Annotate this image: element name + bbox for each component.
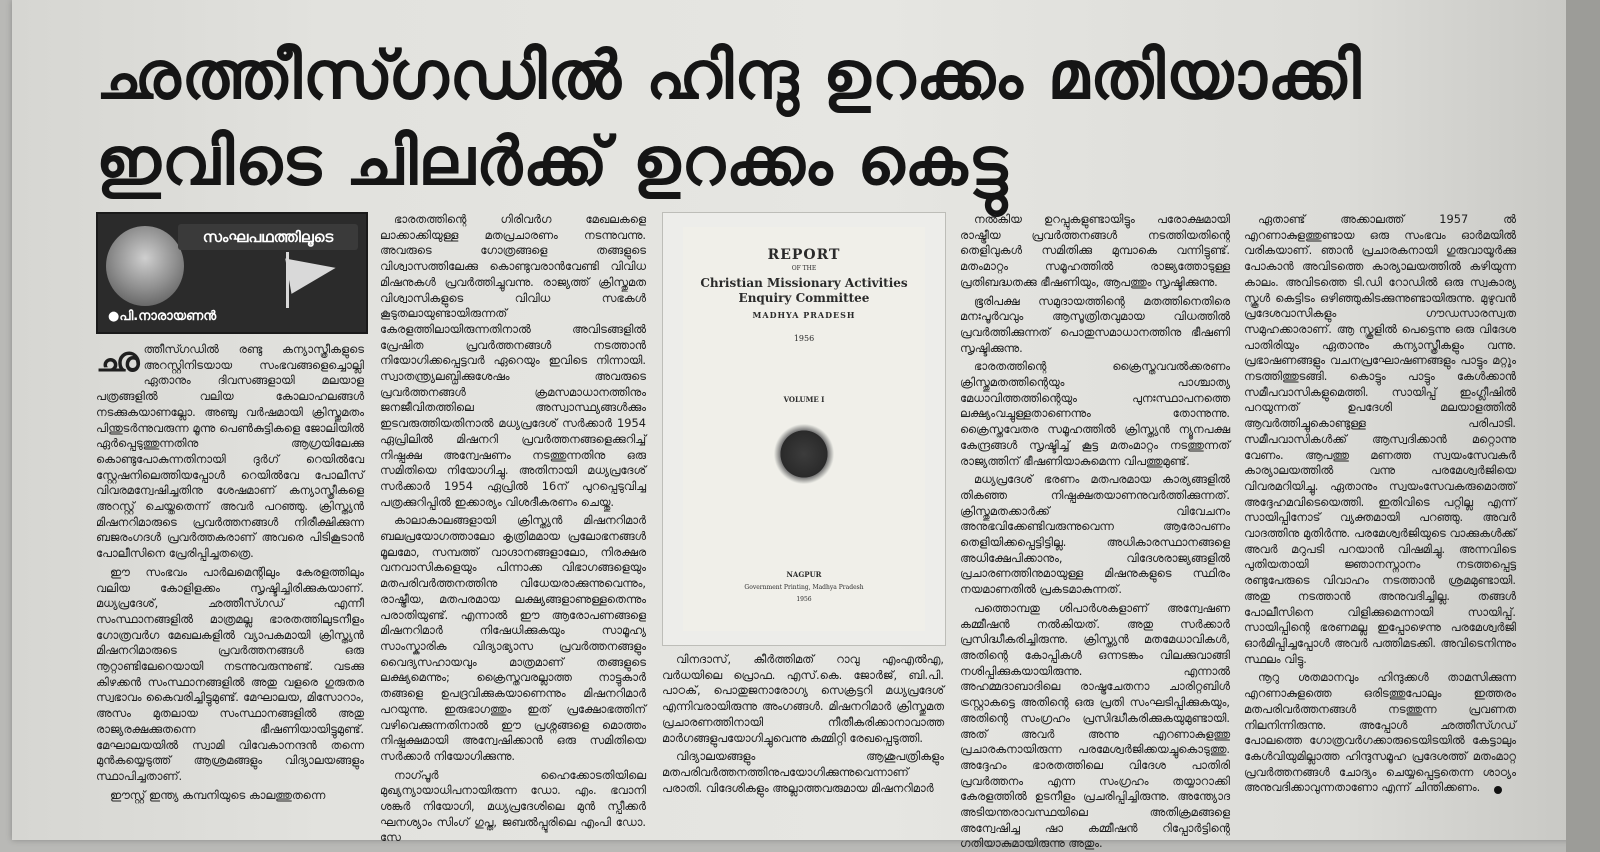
end-bullet-icon: [1494, 786, 1502, 794]
report-committee-line-2: Enquiry Committee: [738, 291, 870, 305]
report-title: REPORT: [767, 247, 841, 263]
col5-para-1: ഏതാണ്ട് അക്കാലത്ത് 1957 ൽ എറണാകുളത്തുണ്ടായ ഒരു സംഭവം ഓർമയിൽ വരികയാണ്. ഞാൻ പ്രചാരകനായി ഗുരുവായൂർക്കു പോകാൻ അവിടത്തെ കാര്യാലയത്തിൽ കഴിയുന്ന കാലം. അവിടത്തെ ടി.ഡി റോഡിൽ ഒരു സ്വകാര്യ സ്കൂൾ കെട്ടിടം ഒഴിഞ്ഞുകിടക്കുന്നുണ്ടായിരുന്നു. മുഴുവൻ പ്രദേശവാസികളും ഗൗഡസാരസ്വത സമുഹക്കാരാണ്. ആ സ്കൂളിൽ പെട്ടെന്നു ഒരു വിദേശ പാതിരിയും ഏതാനും കന്യാസ്ത്രീകളും വന്നു. പ്രഭാഷണങ്ങളും വചനപ്രഘോഷണങ്ങളും പാട്ടും മറ്റും നടത്തിത്തുടങ്ങി. കൊട്ടും പാട്ടും കേൾക്കാൻ സമീപവാസികളുമെത്തി. സായിപ്പ് ഇംഗ്ലീഷിൽ പറയുന്നത് ഉപദേശി മലയാളത്തിൽ ആവർത്തിച്ചുകൊണ്ടുള്ള പരിപാടി. സമീപവാസികൾക്ക് ആസ്വദിക്കാൻ മറ്റൊന്നു വേണം. ആപത്തു മണത്ത സ്വയംസേവകർ കാര്യാലയത്തിൽ വന്നു പരമേശ്വർജിയെ വിവരമറിയിച്ചു. ഏതാനും സ്വയംസേവകരുമൊത്ത് അദ്ദേഹമവിടെയെത്തി. ഇതിവിടെ പറ്റില്ല എന്ന് സായിപ്പിനോട് വ്യക്തമായി പറഞ്ഞു. അവർ വാദത്തിനു മുതിർന്നു. പരമേശ്വർജിയുടെ വാക്കുകൾക്ക് അവർ മറുപടി പറയാൻ വിഷമിച്ചു. അന്നവിടെ പുതിയതായി ജ്ഞാനസ്നാനം നടത്തപ്പെട്ട രണ്ടുപേരുടെ വിവാഹം നടത്താൻ ശ്രമമുണ്ടായി. അതു നടത്താൻ അനുവദിച്ചില്ല. തങ്ങൾ പോലീസിനെ വിളിക്കുമെന്നായി സായിപ്പ്. സായിപ്പിന്റെ ഭരണമല്ല ഇപ്പോഴെന്നു പരമേശ്വർജി ഓർമിപ്പിച്ചപ്പോൾ അവർ പത്തിമടക്കി. അവിടെനിന്നും സ്ഥലം വിട്ടു.: [1244, 212, 1516, 666]
author-portrait: [106, 226, 184, 306]
article-column-2: [380, 212, 646, 845]
col2-para-2: കാലാകാലങ്ങളായി ക്രിസ്ത്യൻ മിഷനറിമാർ ബലപ്രയോഗത്താലോ കൃത്രിമമായ പ്രലോഭനങ്ങൾ മൂലമോ, സമ്പത്ത് വാഗ്ദാനങ്ങളാലോ, നിരക്ഷര വനവാസികളെയും പിന്നാക്ക വിഭാഗങ്ങളെയും മതപരിവർത്തനത്തിനു വിധേയരാക്കുന്നുവെന്നും, രാഷ്ട്രീയ, മതപരമായ ലക്ഷ്യങ്ങളാണുള്ളതെന്നും പരാതിയുണ്ട്. എന്നാൽ ഈ ആരോപണങ്ങളെ മിഷനറിമാർ നിഷേധിക്കുകയും സാമൂഹ്യ സാംസ്കാരിക വിദ്യാഭ്യാസ പ്രവർത്തനങ്ങളും വൈദ്യസഹായവും മാത്രമാണ് തങ്ങളുടെ ലക്ഷ്യമെന്നും; ക്രൈസ്തവരല്ലാത്ത നാട്ടുകാർ തങ്ങളെ ഉപദ്രവിക്കുകയാണെന്നും മിഷനറിമാർ പറയുന്നു. ഇരുഭാഗത്തും ഇത് പ്രക്ഷോഭത്തിന് വഴിവെക്കുന്നതിനാൽ ഈ പ്രശ്നങ്ങളെ മൊത്തം നിഷ്പക്ഷമായി അന്വേഷിക്കാൻ ഒരു സമിതിയെ സർക്കാർ നിയോഗിക്കുന്നു.: [380, 513, 646, 763]
col3-para-1: വിനദാസ്, കീർത്തിമത് റാവു എംഎൽഎ, വർധയിലെ പ്രൊഫ. എസ്.കെ. ജോർജ്, ബി.പി. പാഠക്, പൊതുജനാരോഗ്യ സെക്രട്ടറി മധ്യപ്രദേശ് എന്നിവരായിരുന്നു അംഗങ്ങൾ. മിഷനറിമാർ ക്രിസ്തുമത പ്രചാരണത്തിനായി നീതീകരിക്കാനാവാത്ത മാർഗങ്ങളുപയോഗിച്ചുവെന്നു കമ്മിറ്റി രേഖപ്പെടുത്തി.: [662, 652, 944, 745]
flag-icon: [285, 250, 339, 294]
col5-para-2: നൂറു ശതമാനവും ഹിന്ദുക്കൾ താമസിക്കുന്ന എറണാകുളത്തെ ഒരിടത്തുപോലും ഇത്തരം മതപരിവർത്തനങ്ങൾ നടത്തുന്ന പ്രവണത നിലനിന്നിരുന്നു. അപ്പോൾ ഛത്തീസ്ഗഡ് പോലത്തെ ഗോത്രവർഗക്കാരുടെയിടയിൽ കേട്ടാലും കേൾവിയുമില്ലാത്ത ഹിന്ദുസമൂഹ പ്രദേശത്ത് മതംമാറ്റ പ്രവർത്തനങ്ങൾ ചോദ്യം ചെയ്യപ്പെട്ടതെന്ന ശാഠ്യം അനുവദിക്കാവുന്നതാണോ എന്ന് ചിന്തിക്കണം.: [1244, 670, 1516, 795]
col2-para-1: ഭാരതത്തിന്റെ ഗിരിവർഗ മേഖലകളെ ലാക്കാക്കിയുള്ള മതപ്രചാരണം നടന്നുവന്നു. അവരുടെ ഗോത്രങ്ങളെ തങ്ങളുടെ വിശ്വാസത്തിലേക്കു കൊണ്ടുവരാൻവേണ്ടി വിവിധ മിഷനുകൾ പ്രവർത്തിച്ചുവന്നു. രാജ്യത്ത് ക്രിസ്തുമത വിശ്വാസികളുടെ വിവിധ സഭകൾ കൂടുതലായുണ്ടായിരുന്നത് കേരളത്തിലായിരുന്നതിനാൽ അവിടങ്ങളിൽ പ്രേഷിത പ്രവർത്തനങ്ങൾ നടത്താൻ നിയോഗിക്കപ്പെട്ടവർ ഏറെയും ഇവിടെ നിന്നായി. സ്വാതന്ത്ര്യലബ്ധിക്കുശേഷം അവരുടെ പ്രവർത്തനങ്ങൾ ക്രമസമാധാനത്തിനും ജനജീവിതത്തിലെ അസ്വാസ്ഥ്യങ്ങൾക്കും ഇടവരുത്തിയതിനാൽ മധ്യപ്രദേശ് സർക്കാർ 1954 ഏപ്രിലിൽ മിഷനറി പ്രവർത്തനങ്ങളെക്കുറിച്ച് നിഷ്പക്ഷ അന്വേഷണം നടത്തുന്നതിനു ഒരു സമിതിയെ നിയോഗിച്ചു. അതിനായി മധ്യപ്രദേശ് സർക്കാർ 1954 ഏപ്രിൽ 16ന് പുറപ്പെടുവിച്ച പത്രക്കുറിപ്പിൽ ഇക്കാര്യം വിശദീകരണം ചെയ്തു.: [380, 212, 646, 509]
headline-line-2: ഇവിടെ ചിലർക്ക് ഉറക്കം കെട്ടു: [96, 123, 1009, 200]
report-year: 1956: [793, 334, 815, 343]
report-print-year: 1956: [796, 596, 812, 603]
article-column-3: [662, 652, 944, 798]
newspaper-page: [12, 0, 1577, 851]
author-name: ●പി.നാരായണൻ: [108, 309, 217, 324]
article-column-1: [96, 340, 364, 802]
article-column-5: [1244, 212, 1516, 798]
report-place: NAGPUR: [786, 570, 822, 579]
col1-para-3: ഈസ്റ്റ് ഇന്ത്യ കമ്പനിയുടെ കാലത്തുതന്നെ: [110, 787, 326, 802]
headline-line-1: ഛത്തീസ്ഗഡിൽ ഹിന്ദു ഉറക്കം മതിയാക്കി: [96, 37, 1362, 114]
col4-para-1: നൽകിയ ഉറപ്പുകളുണ്ടായിട്ടും പരോക്ഷമായി രാഷ്ട്രീയ പ്രവർത്തനങ്ങൾ നടത്തിയതിന്റെ തെളിവുകൾ സമിതിക്കു മുമ്പാകെ വന്നിട്ടുണ്ട്. മതംമാറ്റം സമൂഹത്തിൽ രാജ്യത്തോടുള്ള പ്രതിബദ്ധതക്കു ഭീഷണിയും, ആപത്തും സൃഷ്ടിക്കുന്നു.: [960, 212, 1230, 289]
drop-cap: ഛ: [96, 340, 140, 380]
adjacent-page-edge: [1566, 0, 1600, 852]
report-cover: [683, 227, 925, 631]
col4-para-2: ഭൂരിപക്ഷ സമുദായത്തിന്റെ മതത്തിനെതിരെ മനഃപൂർവവും ആസൂത്രിതവുമായ വിധത്തിൽ പ്രവർത്തിക്കുന്നത് പൊതുസമാധാനത്തിനു ഭീഷണി സൃഷ്ടിക്കുന്നു.: [960, 293, 1230, 355]
report-committee-line-1: Christian Missionary Activities: [700, 276, 908, 290]
column-label: സംഘപഥത്തിലൂടെ: [178, 224, 358, 250]
col1-para-2: ഈ സംഭവം പാർലമെന്റിലും കേരളത്തിലും വലിയ കോളിളക്കം സൃഷ്ടിച്ചിരിക്കുകയാണ്. മധ്യപ്രദേശ്, ഛത്തീസ്ഗഡ് എന്നീ സംസ്ഥാനങ്ങളിൽ മാത്രമല്ല ഭാരതത്തിലുടനീളം ഗോത്രവർഗ മേഖലകളിൽ വ്യാപകമായി ക്രിസ്ത്യൻ മിഷനറിമാരുടെ പ്രവർത്തനങ്ങൾ ഒരു നൂറ്റാണ്ടിലേറെയായി നടന്നുവരുന്നുണ്ട്. വടക്കു കിഴക്കൻ സംസ്ഥാനങ്ങളിൽ അതു വളരെ ഗുരുതര സ്വഭാവം കൈവരിച്ചിട്ടുമുണ്ട്. മേഘാലയ, മിസോറാം, അസം മുതലായ സംസ്ഥാനങ്ങളിൽ അതു രാജ്യരക്ഷക്കുതന്നെ ഭീഷണിയായിട്ടുമുണ്ട്. മേഘാലയയിൽ സ്വാമി വിവേകാനന്ദൻ തന്നെ മുൻകയ്യെടുത്ത് ആശ്രമങ്ങളും വിദ്യാലയങ്ങളും സ്ഥാപിച്ചതാണ്.: [96, 564, 364, 783]
report-printer: Government Printing, Madhya Pradesh: [744, 584, 864, 591]
col4-para-3: ഭാരതത്തിന്റെ ക്രൈസ്തവവൽക്കരണം ക്രിസ്തുമതത്തിന്റെയും പാശ്ചാത്യ മേധാവിത്തത്തിന്റെയും പുനഃസ്ഥാപനത്തെ ലക്ഷ്യംവച്ചുള്ളതാണെന്നും തോന്നുന്നു. ക്രൈസ്തവേതര സമൂഹത്തിൽ ക്രിസ്ത്യൻ ന്യൂനപക്ഷ കേന്ദ്രങ്ങൾ സൃഷ്ടിച്ച് കൂട്ട മതംമാറ്റം നടത്തുന്നത് രാജ്യത്തിന് ഭീഷണിയാകുമെന്ന വിപത്തുമുണ്ട്.: [960, 359, 1230, 468]
col1-para-1: ത്തീസ്ഗഡിൽ രണ്ടു കന്യാസ്ത്രീകളുടെ അറസ്റ്റിനിടയായ സംഭവങ്ങളെച്ചൊല്ലി ഏതാനും ദിവസങ്ങളായി മലയാള പത്രങ്ങളിൽ വലിയ കോലാഹലങ്ങൾ നടക്കുകയാണല്ലോ. അഞ്ചു വർഷമായി ക്രിസ്തുമതം പിന്തുടർന്നുവരുന്ന മൂന്നു പെൺകുട്ടികളെ ജോലിയിൽ ഏർപ്പെടുത്തുന്നതിനു ആഗ്രയിലേക്കു കൊണ്ടുപോകുന്നതിനായി ദുർഗ് റെയിൽവേ സ്റ്റേഷനിലെത്തിയപ്പോൾ റെയിൽവേ പോലീസ് വിവരമന്വേഷിച്ചതിനു ശേഷമാണ് കന്യാസ്ത്രീകളെ അറസ്റ്റ് ചെയ്തതെന്ന് അവർ പറഞ്ഞു. ക്രിസ്ത്യൻ മിഷനറിമാരുടെ പ്രവർത്തനങ്ങൾ നിരീക്ഷിക്കുന്ന ബജരംഗദൾ പ്രവർത്തകരാണ് അവരെ പിടികൂടാൻ പോലീസിനെ പ്രേരിപ്പിച്ചതത്രെ.: [96, 342, 364, 561]
report-of-the: OF THE: [791, 265, 817, 272]
col4-para-4: മധ്യപ്രദേശ് ഭരണം മതപരമായ കാര്യങ്ങളിൽ തികഞ്ഞ നിഷ്പക്ഷതയാണനുവർത്തിക്കുന്നത്. ക്രിസ്തുമതക്കാർക്ക് വിവേചനം അനുഭവിക്കേണ്ടിവരുന്നുവെന്ന ആരോപണം തെളിയിക്കപ്പെട്ടിട്ടില്ല. അധികാരസ്ഥാനങ്ങളെ അധിക്ഷേപിക്കാനും, വിദേശരാജ്യങ്ങളിൽ പ്രചാരണത്തിനുമായുള്ള മിഷനുകളുടെ സ്ഥിരം നയമാണതിൽ പ്രകടമാകുന്നത്.: [960, 472, 1230, 597]
col4-para-5: പത്തൊമ്പതു ശിപാർശകളാണ് അന്വേഷണ കമ്മീഷൻ നൽകിയത്. അതു സർക്കാർ പ്രസിദ്ധീകരിച്ചിരുന്നു. ക്രിസ്ത്യൻ മതമേധാവികൾ, അതിന്റെ കോപ്പികൾ ഒന്നടങ്കം വിലക്കുവാങ്ങി നശിപ്പിക്കുകയായിരുന്നു. എന്നാൽ അഹമ്മദാബാദിലെ രാഷ്ട്രചേതനാ ചാരിറ്റബിൾ ട്രസ്റ്റാകട്ടെ അതിന്റെ ഒരു പ്രതി സംഘടിപ്പിക്കുകയും, അതിന്റെ സംഗ്രഹം പ്രസിദ്ധീകരിക്കുകയുമുണ്ടായി. അത് അവർ അന്നു എറണാകുളത്തു പ്രചാരകനായിരുന്ന പരമേശ്വർജിക്കയച്ചുകൊടുത്തു. അദ്ദേഹം ഭാരതത്തിലെ വിദേശ പാതിരി പ്രവർത്തനം എന്ന സംഗ്രഹം തയ്യാറാക്കി കേരളത്തിൽ ഉടനീളം പ്രചരിപ്പിച്ചിരുന്നു. അന്ത്യോദ അടിയന്തരാവസ്ഥയിലെ അതിക്രമങ്ങളെ അന്വേഷിച്ച ഷാ കമ്മീഷൻ റിപ്പോർട്ടിന്റെ ഗതിയാകുമായിരുന്നു അതും.: [960, 600, 1230, 851]
state-emblem-icon: [774, 424, 834, 484]
report-volume: VOLUME I: [783, 395, 825, 404]
report-cover-photo: [662, 212, 946, 646]
article-column-4: [960, 212, 1230, 851]
col2-para-3: നാഗ്പൂർ ഹൈക്കോടതിയിലെ മുഖ്യന്യായാധിപനായിരുന്ന ഡോ. എം. ഭവാനി ശങ്കർ നിയോഗി, മധ്യപ്രദേശിലെ മുൻ സ്പീക്കർ ഘനശ്യാം സിംഗ് ഗുപ്ത, ജബൽപ്പൂരിലെ എംപി ഡോ. സേ: [380, 767, 646, 845]
report-state: MADHYA PRADESH: [752, 310, 856, 320]
column-byline-box: [96, 212, 368, 334]
col3-para-2: വിദ്യാലയങ്ങളും ആശുപത്രികളും മതപരിവർത്തനത്തിനുപയോഗിക്കുന്നുവെന്നാണ് പരാതി. വിദേശികളും അല്ലാത്തവരുമായ മിഷനറിമാർ: [662, 749, 944, 795]
